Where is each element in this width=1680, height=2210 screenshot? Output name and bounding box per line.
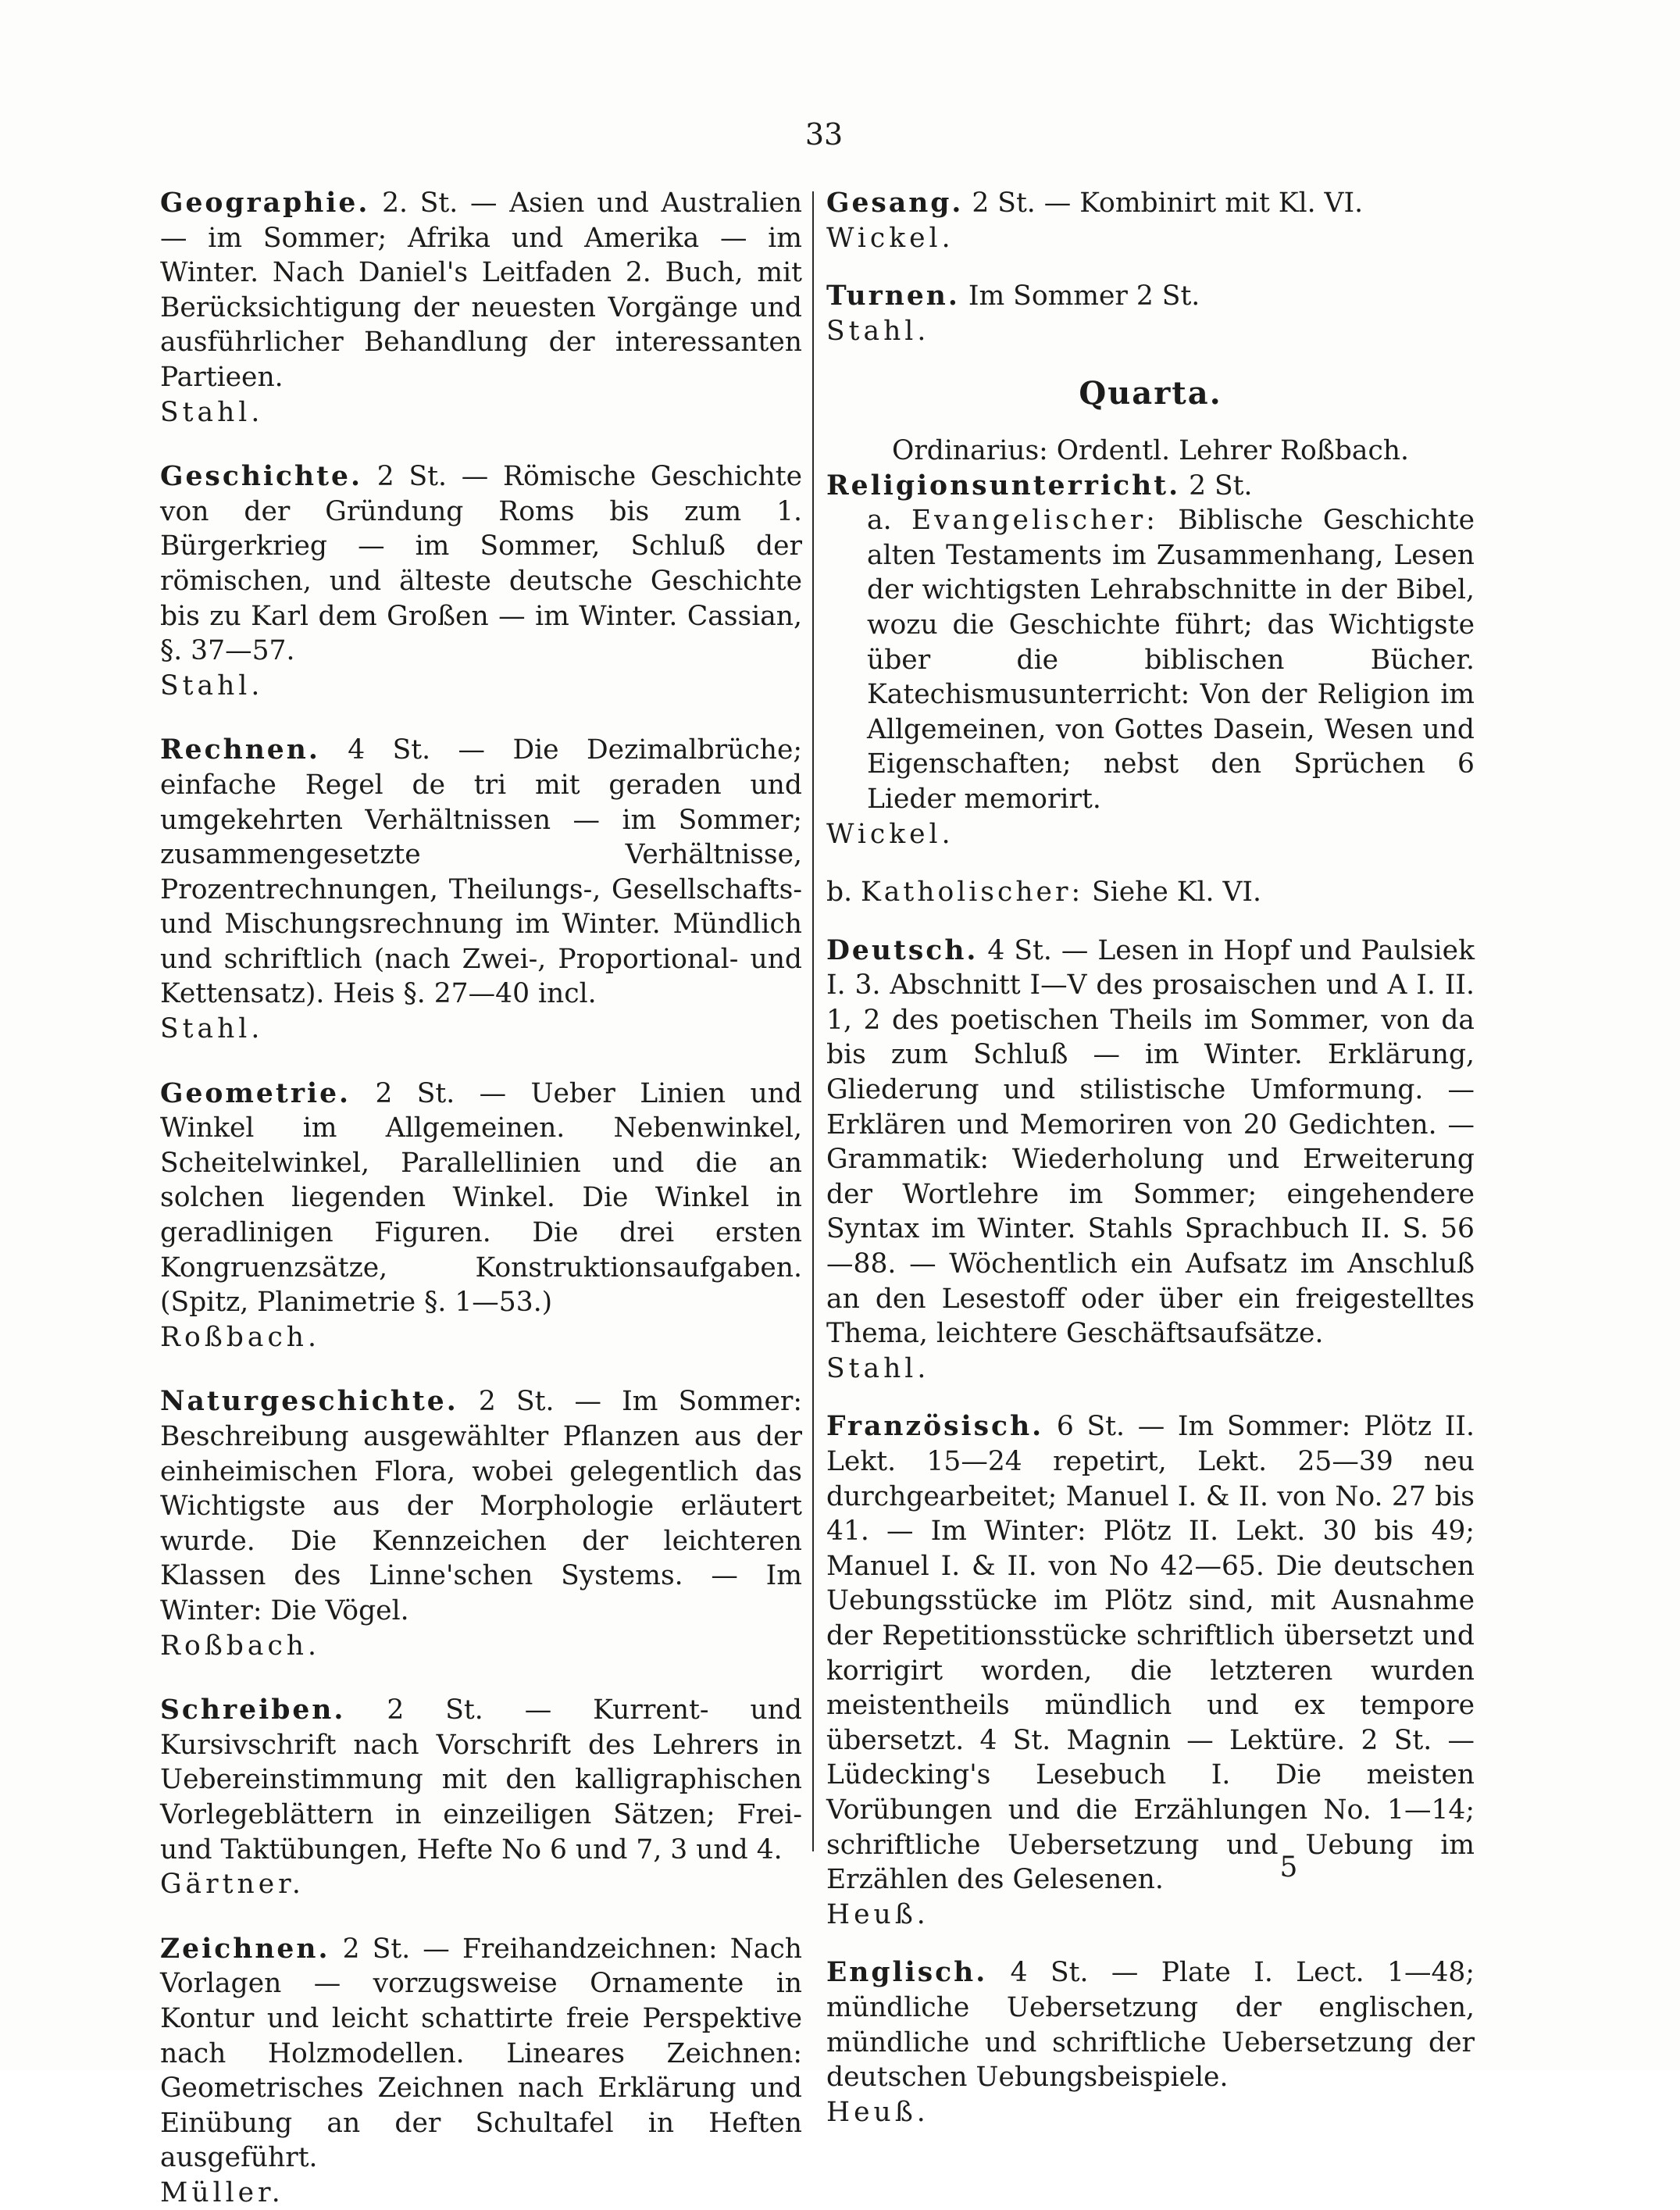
entry-franzoesisch [826,1409,1475,1932]
entry-text: Biblische Geschichte alten Testaments im Zusammenhang, Lesen der wichtigsten Lehrabschnitte in der Bibel, wozu die Geschichte führt; das Wichtigste über die biblischen Bücher. Katechismusunterricht: Von der Religion im Allgemeinen, von Gottes Dasein, Wesen und Eigenschaften; nebst den Sprüchen 6 Lieder memorirt. [867,505,1475,815]
entry-teacher: Heuß. [826,1898,929,1930]
entry-head: Geschichte. [160,461,363,493]
entry-head: Turnen. [826,280,960,312]
entry-teacher: Stahl. [160,669,264,702]
entry-head: Deutsch. [826,934,979,966]
entry-teacher: Wickel. [826,222,954,254]
entry-text: Siehe Kl. VI. [1092,877,1261,909]
entry-head: Gesang. [826,187,964,219]
entry-head: Französisch. [826,1411,1044,1443]
entry-teacher: Müller. [160,2176,284,2208]
sub-label: b. [826,877,853,909]
entry-text: 2 St. — Im Sommer: Beschreibung ausgewählter Pflanzen aus der einheimischen Flora, wobei gelegentlich das Wichtigste aus der Morphologie erläutert wurde. Die Kennzeichen der leichteren Klassen des Linne'schen Systems. — Im Winter: Die Vögel. [160,1386,802,1626]
entry-head: Religionsunterricht. [826,469,1181,502]
entry-head: Englisch. [826,1957,988,1989]
right-column [826,186,1475,2130]
left-column [160,186,802,2210]
entry-head: Zeichnen. [160,1933,330,1965]
entry-teacher: Roßbach. [160,1321,320,1353]
entry-text: 2 St. — Kurrent- und Kursivschrift nach Vorschrift des Lehrers in Uebereinstimmung mit den kalligraphischen Vorlegeblättern in einzeiligen Sätzen; Frei- und Taktübungen, Hefte No 6 und 7, 3 und 4. [160,1694,803,1865]
entry-text: Im Sommer 2 St. [968,280,1200,312]
entry-teacher: Wickel. [826,818,954,850]
entry-text: 2 St. — Freihandzeichnen: Nach Vorlagen — vorzugsweise Ornamente in Kontur und leicht schattirte freie Perspektive nach Holzmodellen. Lineares Zeichnen: Geometrisches Zeichnen nach Erklärung und Einübung an der Schultafel in Heften ausgeführt. [160,1933,802,2174]
entry-text: 4 St. — Die Dezimalbrüche; einfache Regel de tri mit geraden und umgekehrten Verhältnissen — im Sommer; zusammengesetzte Verhältnisse, Prozentrechnungen, Theilungs-, Gesellschafts- und Mischungsrechnung im Winter. Mündlich und schriftlich (nach Zwei-, Proportional- und Kettensatz). Heis §. 27—40 incl. [160,734,802,1010]
entry-text: 4 St. — Plate I. Lect. 1—48; mündliche Uebersetzung der englischen, mündliche und schriftliche Uebersetzung der deutschen Uebungsbeispiele. [826,1957,1475,2094]
entry-text: 2 St. — Kombinirt mit Kl. VI. [972,187,1364,219]
entry-text: 2. St. — Asien und Australien — im Sommer; Afrika und Amerika — im Winter. Nach Daniel's Leitfaden 2. Buch, mit Berücksichtigung der neuesten Vorgänge und ausführlicher Behandlung der interessanten Partieen. [160,187,802,393]
entry-text: 4 St. — Lesen in Hopf und Paulsiek I. 3. Abschnitt I—V des prosaischen und A I. II. 1, 2 des poetischen Theils im Sommer, von da bis zum Schluß — im Winter. Erklärung, Gliederung und stilistische Umformung. — Erklären und Memoriren von 20 Gedichten. — Grammatik: Wiederholung und Erweiterung der Wortlehre im Sommer; eingehendere Syntax im Winter. Stahls Sprachbuch II. S. 56—88. — Wöchentlich ein Aufsatz im Anschluß an den Lesestoff oder über ein freigestelltes Thema, leichtere Geschäftsaufsätze. [826,934,1475,1350]
entry-head: Naturgeschichte. [160,1386,458,1418]
entry-text: 6 St. — Im Sommer: Plötz II. Lekt. 15—24 repetirt, Lekt. 25—39 neu durchgearbeitet; Manuel I. & II. von No. 27 bis 41. — Im Winter: Plötz II. Lekt. 30 bis 49; Manuel I. & II. von No 42—65. Die deutschen Uebungsstücke im Plötz sind, mit Ausnahme der Repetitionsstücke schriftlich übersetzt und korrigirt worden, die letzteren wurden meistentheils mündlich und ex tempore übersetzt. 4 St. Magnin — Lektüre. 2 St. — Lüdecking's Lesebuch I. Die meisten Vorübungen und die Erzählungen No. 1—14; schriftliche Uebersetzung und Uebung im Erzählen des Gelesenen. [826,1411,1475,1896]
entry-geometrie [160,1076,802,1355]
entry-geographie [160,186,802,430]
entry-teacher: Stahl. [160,1013,264,1045]
entry-teacher: Heuß. [826,2096,929,2128]
entry-naturgeschichte [160,1384,802,1663]
entry-text: 2 St. — Ueber Linien und Winkel im Allgemeinen. Nebenwinkel, Scheitelwinkel, Parallellinien und die an solchen liegenden Winkel. Die Winkel in geradlinigen Figuren. Die drei ersten Kongruenzsätze, Konstruktionsaufgaben. (Spitz, Planimetrie §. 1—53.) [160,1077,803,1319]
entry-head: Geographie. [160,187,370,219]
entry-teacher: Stahl. [160,396,264,428]
entry-geschichte [160,459,802,703]
sub-head: Katholischer: [861,877,1084,909]
entry-head: Geometrie. [160,1077,351,1109]
entry-deutsch [826,934,1475,1387]
sub-label: a. [867,505,892,537]
entry-head: Schreiben. [160,1694,346,1726]
signature-number: 5 [1279,1851,1298,1883]
page-number: 33 [804,117,844,152]
entry-schreiben [160,1693,802,1902]
column-divider [812,191,814,1851]
entry-gesang [826,186,1475,255]
entry-hours: 2 St. [1189,469,1253,502]
entry-teacher: Gärtner. [160,1869,305,1901]
entry-teacher: Roßbach. [160,1630,320,1662]
entry-teacher: Stahl. [826,1352,930,1384]
sub-head: Evangelischer: [911,505,1158,537]
entry-text: 2 St. — Römische Geschichte von der Gründung Roms bis zum 1. Bürgerkrieg — im Sommer, Schluß der römischen, und älteste deutsche Geschichte bis zu Karl dem Großen — im Winter. Cassian, §. 37—57. [160,461,802,667]
entry-rechnen [160,733,802,1046]
entry-englisch [826,1955,1475,2130]
entry-turnen [826,279,1475,348]
entry-religion [826,469,1475,910]
section-title: Quarta. [1079,375,1222,412]
ordinarius-line: Ordinarius: Ordentl. Lehrer Roßbach. [892,434,1409,466]
entry-teacher: Stahl. [826,315,930,347]
entry-head: Rechnen. [160,734,320,766]
